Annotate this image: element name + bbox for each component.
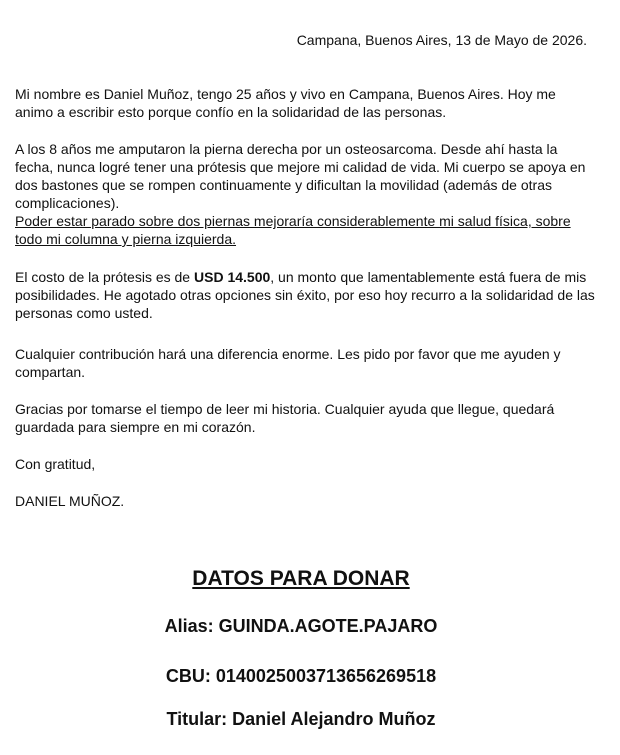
cost-text-after: , un monto que lamentablemente está fuera de mis posibilidades. He agotado otras opciones sin éxito, por eso hoy recurro a la solidaridad de las personas como usted. xyxy=(15,269,595,321)
signature: DANIEL MUÑOZ. xyxy=(15,493,125,509)
story-highlight-text: Poder estar parado sobre dos piernas mejoraría considerablemente mi salud física, sobre todo mi columna y pierna izquierda. xyxy=(15,213,571,247)
thanks-text: Gracias por tomarse el tiempo de leer mi historia. Cualquier ayuda que llegue, quedará guardada para siempre en mi corazón. xyxy=(15,401,555,435)
request-paragraph xyxy=(15,345,595,381)
cost-text-before: El costo de la prótesis es de xyxy=(15,269,194,285)
donation-cbu: CBU: 0140025003713656269518 xyxy=(165,666,437,686)
donation-holder: Titular: Daniel Alejandro Muñoz xyxy=(166,709,436,729)
story-paragraph xyxy=(15,140,595,248)
story-text: A los 8 años me amputaron la pierna derecha por un osteosarcoma. Desde ahí hasta la fecha, nunca logré tener una prótesis que mejore mi calidad de vida. Mi cuerpo se apoya en dos bastones que se rompen continuamente y dificultan la movilidad (además de otras complicaciones). xyxy=(15,141,586,211)
donation-alias: Alias: GUINDA.AGOTE.PAJARO xyxy=(164,616,438,636)
donation-title: DATOS PARA DONAR xyxy=(192,567,410,590)
thanks-paragraph xyxy=(15,400,595,436)
cost-paragraph xyxy=(15,268,595,322)
request-text: Cualquier contribución hará una diferencia enorme. Les pido por favor que me ayuden y compartan. xyxy=(15,346,561,380)
cost-amount: USD 14.500 xyxy=(194,269,271,285)
cost-text xyxy=(15,268,595,322)
closing-line: Con gratitud, xyxy=(15,456,96,472)
date-line: Campana, Buenos Aires, 13 de Mayo de 2026. xyxy=(296,32,587,48)
intro-text: Mi nombre es Daniel Muñoz, tengo 25 años y vivo en Campana, Buenos Aires. Hoy me animo a escribir esto porque confío en la solidaridad de las personas. xyxy=(15,86,556,120)
intro-paragraph xyxy=(15,85,595,121)
